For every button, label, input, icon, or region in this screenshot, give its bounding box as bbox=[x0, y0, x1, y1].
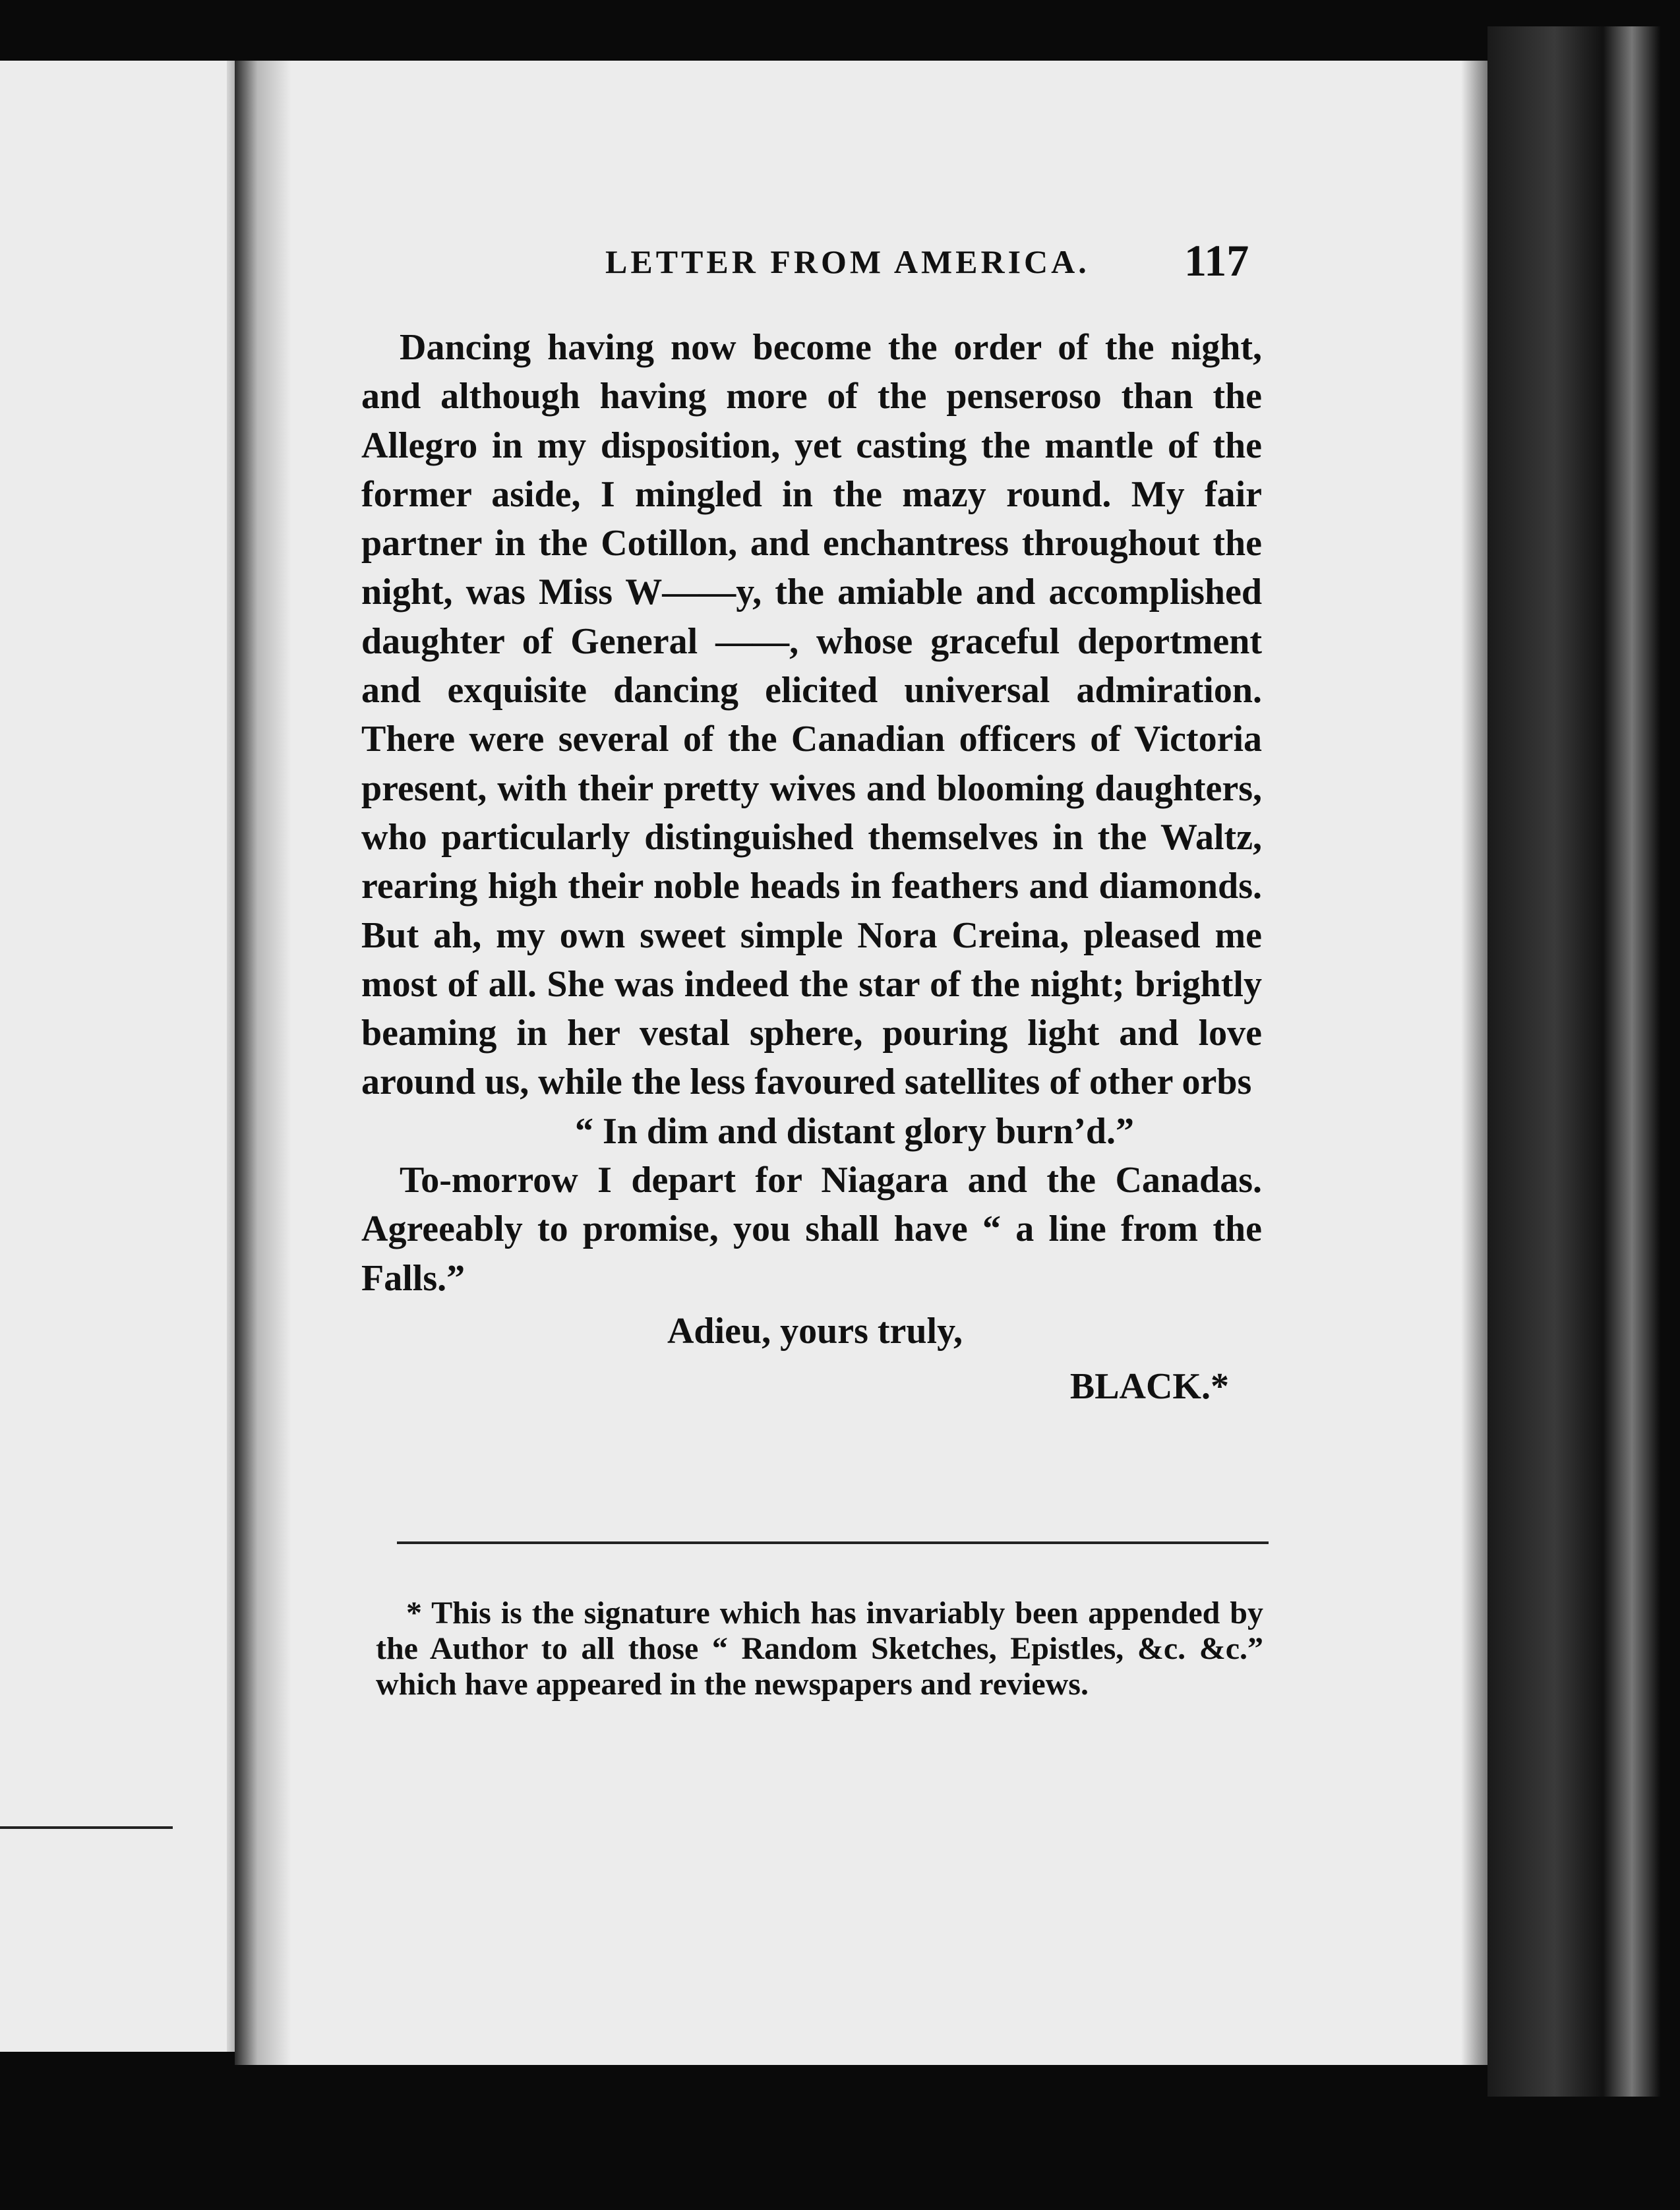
paragraph: Dancing having now become the order of the night, and although having more of the penseroso than the Allegro in my disposition, yet casting the mantle of the former aside, I mingled in the mazy round. My fair partner in the Cotillon, and enchantress throughout the night, was Miss W——y, the amiable and accomplished daughter of General ——, whose graceful deportment and exquisite dancing elicited universal admiration. There were several of the Canadian officers of Victoria present, with their pretty wives and blooming daughters, who particularly distinguished themselves in the Waltz, rearing high their noble heads in feathers and diamonds. But ah, my own sweet simple Nora Creina, pleased me most of all. She was indeed the star of the night; brightly beaming in her vestal sphere, pouring light and love around us, while the less favoured satellites of other orbs bbox=[361, 327, 1262, 1103]
letter-body bbox=[361, 323, 1262, 1412]
paragraph: To-morrow I depart for Niagara and the Canadas. Agreeably to promise, you shall have “ a line from the Falls.” bbox=[361, 1160, 1262, 1299]
signature: BLACK.* bbox=[1069, 1366, 1229, 1408]
left-page-rule bbox=[0, 1826, 173, 1829]
right-page-outer-edge bbox=[1461, 61, 1487, 2065]
footnote-rule bbox=[397, 1541, 1269, 1544]
left-page bbox=[0, 61, 249, 2052]
closing-line: Adieu, yours truly, bbox=[667, 1310, 963, 1352]
quotation: “ In dim and distant glory burn’d.” bbox=[574, 1110, 1134, 1152]
running-header: LETTER FROM AMERICA. bbox=[605, 243, 1090, 280]
right-page-inner-edge bbox=[235, 61, 291, 2065]
book-edge-shadow bbox=[1487, 26, 1680, 2097]
footnote: * This is the signature which has invariably been appended by the Author to all those “ Random Sketches, Epistles, &c. &c.” which have appeared in the newspapers and reviews. bbox=[376, 1596, 1263, 1702]
page-number: 117 bbox=[1184, 235, 1249, 285]
